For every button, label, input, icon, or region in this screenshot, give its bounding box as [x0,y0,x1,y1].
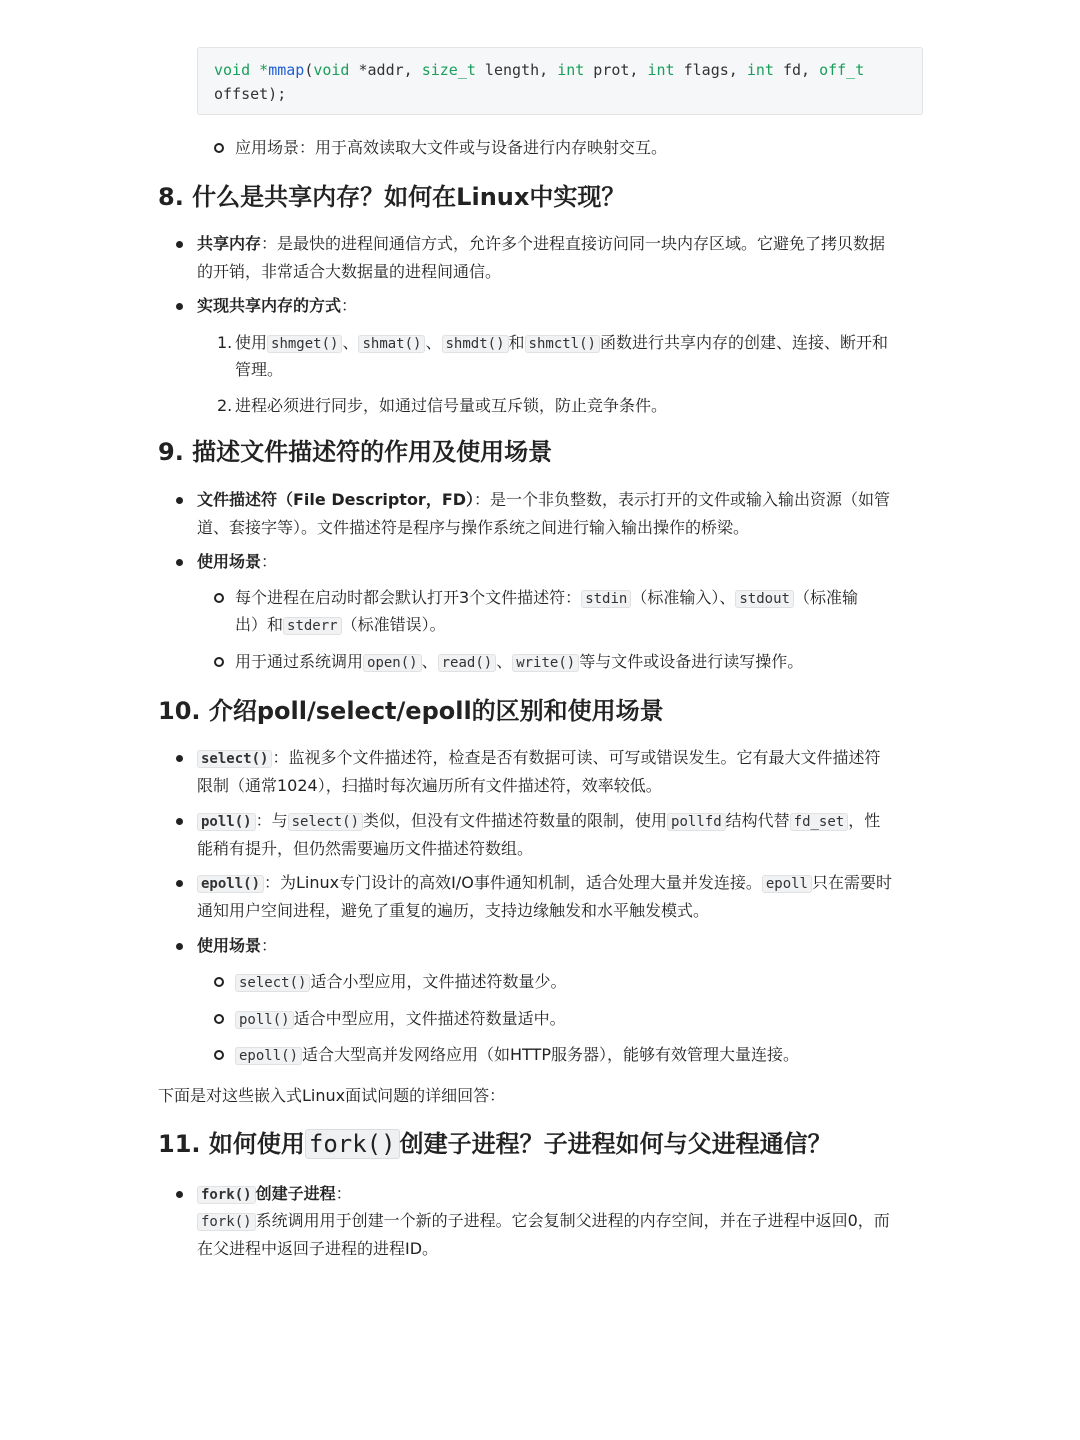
s9-c1-mid2: （标准输 [793,588,858,607]
s8-n1-pre: 使用 [235,333,268,352]
s10-select-text-1: ：监视多个文件描述符，检查是否有数据可读、可写或错误发生。它有最大文件描述符 [272,748,881,767]
code-param-name: flags, [674,61,747,79]
intro-paragraph: 下面是对这些嵌入式Linux面试问题的详细回答： [158,1086,506,1105]
s8-n1-sep: 、 [342,333,359,352]
code-param-type: int [746,61,774,79]
code-param-name: length, [475,61,558,79]
code-param-type: void [313,61,350,79]
s10-bullet-select [197,744,880,773]
s9-sub-1 [235,584,858,613]
s10-epoll-text-1b: 只在需要时 [812,873,893,892]
s9-usage-colon: ： [261,552,278,571]
s8-n1-and: 和 [508,333,525,352]
section-8-heading: 8. 什么是共享内存？如何在Linux中实现？ [158,183,626,211]
code-stdin: stdin [581,590,631,608]
code-read: read() [438,654,497,672]
s9-c1-pre: 每个进程在启动时都会默认打开3个文件描述符： [235,588,582,607]
s8-shared-memory-text-1: ：是最快的进程间通信方式，允许多个进程直接访问同一块内存区域。它避免了拷贝数据 [261,234,886,253]
code-shmat: shmat() [358,335,425,353]
section-9-heading: 9. 描述文件描述符的作用及使用场景 [158,438,553,466]
s11-fork-colon: ： [335,1184,352,1203]
s10-sub-select [235,968,566,997]
bullet-icon [176,1191,183,1198]
code-epoll-inline: epoll [762,875,812,893]
s8-n1-sep: 、 [425,333,442,352]
code-poll-usage: poll() [235,1011,294,1029]
s10-sub-poll [235,1005,566,1034]
code-param-type: off_t [819,61,865,79]
s9-c2-post: 等与文件或设备进行读写操作。 [579,652,804,671]
code-epoll-usage: epoll() [235,1047,302,1065]
code-param-type: int [557,61,585,79]
circle-bullet-icon [214,977,224,987]
s10-poll-pre: ：与 [255,811,288,830]
bullet-icon [176,559,183,566]
s10-c1-text: 适合小型应用，文件描述符数量少。 [310,972,567,991]
s10-poll-end: ，性 [848,811,881,830]
s10-c3-text: 适合大型高并发网络应用（如HTTP服务器），能够有效管理大量连接。 [302,1045,799,1064]
circle-bullet-icon [214,593,224,603]
s8-num-2: 2. [217,396,233,415]
code-fork-inline: fork() [197,1213,256,1231]
code-shmget: shmget() [267,335,342,353]
s11-title-pre: 11. 如何使用 [158,1130,305,1158]
s10-epoll-text-2: 通知用户空间进程，避免了重复的遍历，支持边缘触发和水平触发模式。 [197,901,710,920]
code-stderr: stderr [283,617,342,635]
s9-c2-sep: 、 [496,652,513,671]
s11-fork-text-2: 在父进程中返回子进程的进程ID。 [197,1239,439,1258]
code-type-return: void [214,61,251,79]
circle-bullet-icon [214,1050,224,1060]
code-shmctl: shmctl() [525,335,600,353]
s9-c1-line2-pre: 出）和 [235,615,284,634]
s10-select-text-2: 限制（通常1024），扫描时每次遍历所有文件描述符，效率较低。 [197,776,662,795]
code-paren: ( [304,61,314,79]
code-param-name: *addr, [349,61,422,79]
s10-bullet-epoll [197,869,892,898]
s9-fd-label: 文件描述符（File Descriptor，FD） [197,490,475,509]
section-11-heading [158,1128,832,1160]
s9-c2-sep: 、 [421,652,438,671]
s9-c1-mid1: （标准输入）、 [631,588,736,607]
code-epoll: epoll() [197,875,264,893]
s11-bullet-1 [197,1180,352,1209]
bullet-icon [176,755,183,762]
s9-fd-text-2: 道、套接字等）。文件描述符是程序与操作系统之间进行输入输出操作的桥梁。 [197,518,750,537]
code-param-name: offset); [214,85,287,103]
s10-poll-text-2: 能稍有提升，但仍然需要遍历文件描述符数组。 [197,839,534,858]
s8-numbered-2: 进程必须进行同步，如通过信号量或互斥锁，防止竞争条件。 [235,396,668,415]
bullet-icon [176,943,183,950]
s10-poll-mid: 类似，但没有文件描述符数量的限制，使用 [363,811,668,830]
code-fd-set: fd_set [790,813,849,831]
s11-fork-text-1 [197,1207,890,1236]
s10-usage-label: 使用场景 [197,936,262,955]
bullet-icon [176,818,183,825]
s10-bullet-usage [197,932,277,960]
circle-bullet-icon [214,143,224,153]
s9-bullet-1 [197,486,890,514]
code-star: * [259,61,269,79]
code-param-type: size_t [421,61,476,79]
s8-n1-post: 函数进行共享内存的创建、连接、断开和 [599,333,888,352]
s10-usage-colon: ： [261,936,278,955]
s8-shared-memory-label: 共享内存 [197,234,262,253]
s11-fork-label: 创建子进程 [255,1184,336,1203]
s11-title-code: fork() [305,1129,400,1159]
code-fork: fork() [197,1186,256,1204]
s10-bullet-poll [197,807,880,836]
s8-impl-colon: ： [341,296,358,315]
code-param-name: prot, [584,61,648,79]
s10-poll-mid2: 结构代替 [725,811,790,830]
code-param-type: int [647,61,675,79]
s8-bullet-2 [197,292,357,320]
s8-impl-label: 实现共享内存的方式 [197,296,342,315]
code-poll: poll() [197,813,256,831]
section-10-heading: 10. 介绍poll/select/epoll的区别和使用场景 [158,697,664,725]
s9-usage-label: 使用场景 [197,552,262,571]
s8-bullet-1 [197,230,885,258]
bullet-icon [176,303,183,310]
code-select-inline: select() [288,813,363,831]
code-select-usage: select() [235,974,310,992]
s10-epoll-text-1: ：为Linux专门设计的高效I/O事件通知机制，适合处理大量并发连接。 [264,873,762,892]
s9-bullet-2 [197,548,277,576]
circle-bullet-icon [214,1014,224,1024]
code-stdout: stdout [735,590,794,608]
s8-n1-line-2: 管理。 [235,360,284,379]
s8-num-1: 1. [217,333,233,352]
s8-shared-memory-text-2: 的开销，非常适合大数据量的进程间通信。 [197,262,502,281]
s10-sub-epoll [235,1041,799,1070]
code-write: write() [512,654,579,672]
code-shmdt: shmdt() [442,335,509,353]
s8-numbered-1 [235,329,888,358]
s10-c2-text: 适合中型应用，文件描述符数量适中。 [293,1009,566,1028]
code-function-name: mmap [268,61,305,79]
s9-fd-text-1: ：是一个非负整数，表示打开的文件或输入输出资源（如管 [474,490,891,509]
s9-c2-pre: 用于通过系统调用 [235,652,364,671]
mmap-usage-text: 应用场景：用于高效读取大文件或与设备进行内存映射交互。 [235,138,668,157]
code-param-name: fd, [773,61,820,79]
s9-sub-1-line-2 [235,611,446,640]
bullet-icon [176,880,183,887]
code-pollfd: pollfd [667,813,726,831]
code-open: open() [363,654,422,672]
bullet-icon [176,497,183,504]
s11-fork-text-1a: 系统调用用于创建一个新的子进程。它会复制父进程的内存空间，并在子进程中返回0，而 [255,1211,890,1230]
circle-bullet-icon [214,657,224,667]
bullet-icon [176,241,183,248]
s11-title-post: 创建子进程？子进程如何与父进程通信？ [399,1130,832,1158]
s9-sub-2 [235,648,803,677]
code-select: select() [197,750,272,768]
code-block-mmap [197,47,923,115]
s9-c1-line2-post: （标准错误）。 [341,615,446,634]
